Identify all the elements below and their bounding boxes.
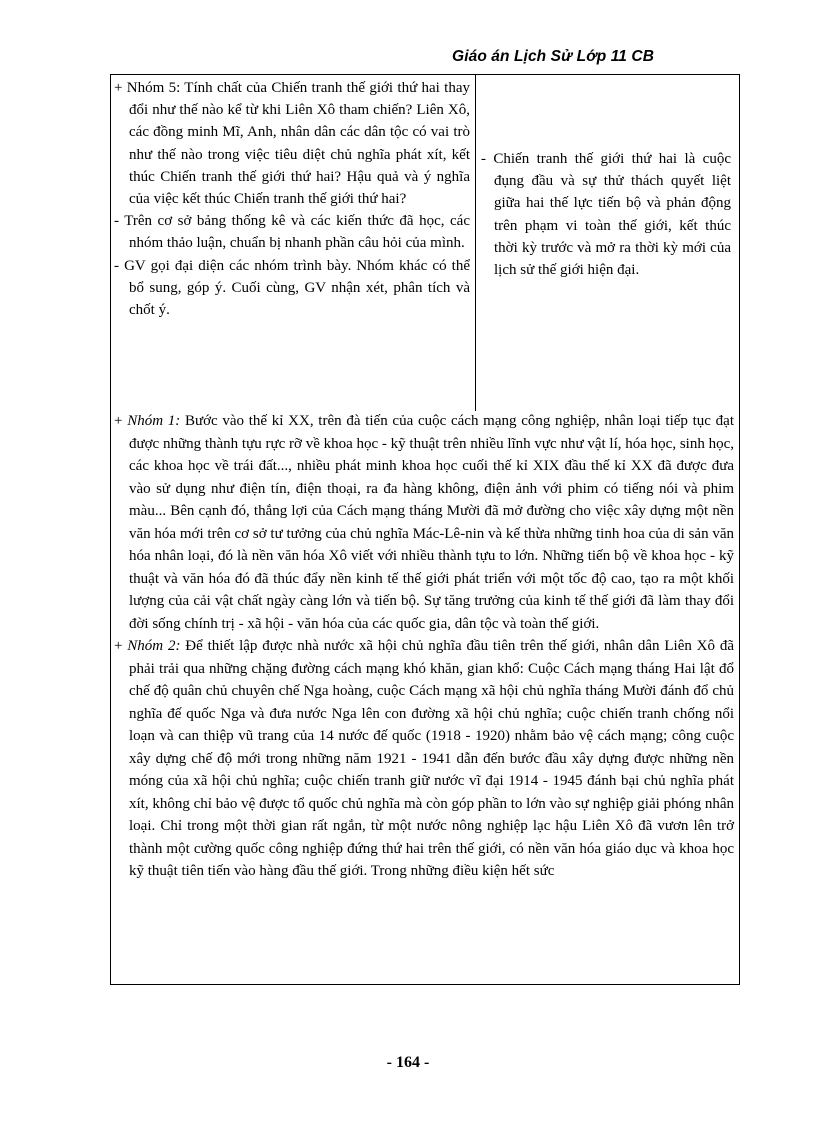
two-column-section	[111, 75, 739, 411]
discussion-instruction: - Trên cơ sở bảng thống kê và các kiến thức đã học, các nhóm thảo luận, chuẩn bị nhanh phần câu hỏi của mình.	[114, 213, 470, 252]
group-answers	[114, 410, 734, 883]
group-1-answer	[114, 410, 734, 635]
teacher-instruction: - GV gọi đại diện các nhóm trình bày. Nhóm khác có thể bổ sung, góp ý. Cuối cùng, GV nhận xét, phân tích và chốt ý.	[114, 257, 470, 319]
group-1-label: Nhóm 1:	[127, 413, 181, 429]
document-header: Giáo án Lịch Sử Lớp 11 CB	[452, 48, 654, 65]
page-number: - 164 -	[386, 1054, 430, 1071]
group-1-text: Bước vào thế kỉ XX, trên đà tiến của cuộc cách mạng công nghiệp, nhân loại tiếp tục đạt được những thành tựu rực rỡ về khoa học - kỹ thuật trên nhiều lĩnh vực như vật lí, hóa học, sinh học, các khoa học về trái đất..., nhiều phát minh khoa học cuối thế kỉ XIX đầu thế kỉ XX đã được đưa vào sử dụng như điện tín, điện thoại, ra đa hàng không, điện ảnh với phim có tiếng nói và phim màu... Bên cạnh đó, thắng lợi của Cách mạng tháng Mười đã mở đường cho việc xây dựng một nền văn hóa mới trên cơ sở tư tưởng của chủ nghĩa Mác-Lê-nin và kế thừa những tinh hoa của di sản văn hóa nhân loại, đó là nền văn hóa Xô viết với nhiều thành tựu to lớn. Những tiến bộ về khoa học - kỹ thuật và văn hóa đó đã thúc đẩy nền kinh tế thế giới phát triển với một tốc độ cao, tạo ra một khối lượng của cải vật chất ngày càng lớn và tiến bộ. Sự tăng trưởng của kinh tế thế giới đã làm thay đổi đời sống chính trị - xã hội - văn hóa của các quốc gia, dân tộc và toàn thế giới.	[129, 413, 734, 632]
ww2-conclusion: - Chiến tranh thế giới thứ hai là cuộc đụng đầu và sự thử thách quyết liệt giữa hai thế lực tiến bộ và phản động trên phạm vi toàn thế giới, kết thúc thời kỳ trước và mở ra thời kỳ mới của lịch sử thế giới hiện đại.	[481, 151, 731, 279]
group-2-text: Để thiết lập được nhà nước xã hội chủ nghĩa đầu tiên trên thế giới, nhân dân Liên Xô đã phải trải qua những chặng đường cách mạng khó khăn, gian khổ: Cuộc Cách mạng tháng Hai lật đổ chế độ quân chủ chuyên chế Nga hoàng, cuộc Cách mạng xã hội chủ nghĩa tháng Mười đánh đổ chủ nghĩa đế quốc Nga và đưa nước Nga lên con đường xã hội chủ nghĩa; cuộc chiến tranh chống nổi loạn và can thiệp vũ trang của 14 nước đế quốc (1918 - 1920) nhằm bảo vệ cách mạng; công cuộc xây dựng chế độ mới trong những năm 1921 - 1941 dẫn đến bước đầu xây dựng được những nền móng của xã hội chủ nghĩa; cuộc chiến tranh giữ nước vĩ đại 1914 - 1945 đánh bại chủ nghĩa phát xít, không chỉ bảo vệ được tổ quốc chủ nghĩa mà còn góp phần to lớn vào sự nghiệp giải phóng nhân loại. Chỉ trong một thời gian rất ngắn, từ một nước nông nghiệp lạc hậu Liên Xô đã vươn lên trở thành một cường quốc công nghiệp đứng thứ hai trên thế giới, có nền văn hóa giáo dục và khoa học kỹ thuật tiên tiến vào hàng đầu thế giới. Trong những điều kiện hết sức	[129, 638, 734, 879]
group-2-prefix: +	[114, 638, 128, 654]
group-5-question: + Nhóm 5: Tính chất của Chiến tranh thế giới thứ hai thay đổi như thế nào kể từ khi Liên Xô tham chiến? Liên Xô, các đồng minh Mĩ, Anh, nhân dân các dân tộc có vai trò như thế nào trong việc tiêu diệt chủ nghĩa phát xít, kết thúc Chiến tranh thế giới thứ hai? Hậu quả và ý nghĩa của việc kết thúc Chiến tranh thế giới thứ hai?	[114, 80, 470, 208]
content-frame	[110, 74, 740, 985]
activity-column	[114, 77, 470, 321]
group-2-answer	[114, 635, 734, 883]
knowledge-column	[481, 148, 731, 281]
group-2-label: Nhóm 2:	[127, 638, 181, 654]
column-divider	[475, 75, 476, 411]
group-1-prefix: +	[114, 413, 128, 429]
